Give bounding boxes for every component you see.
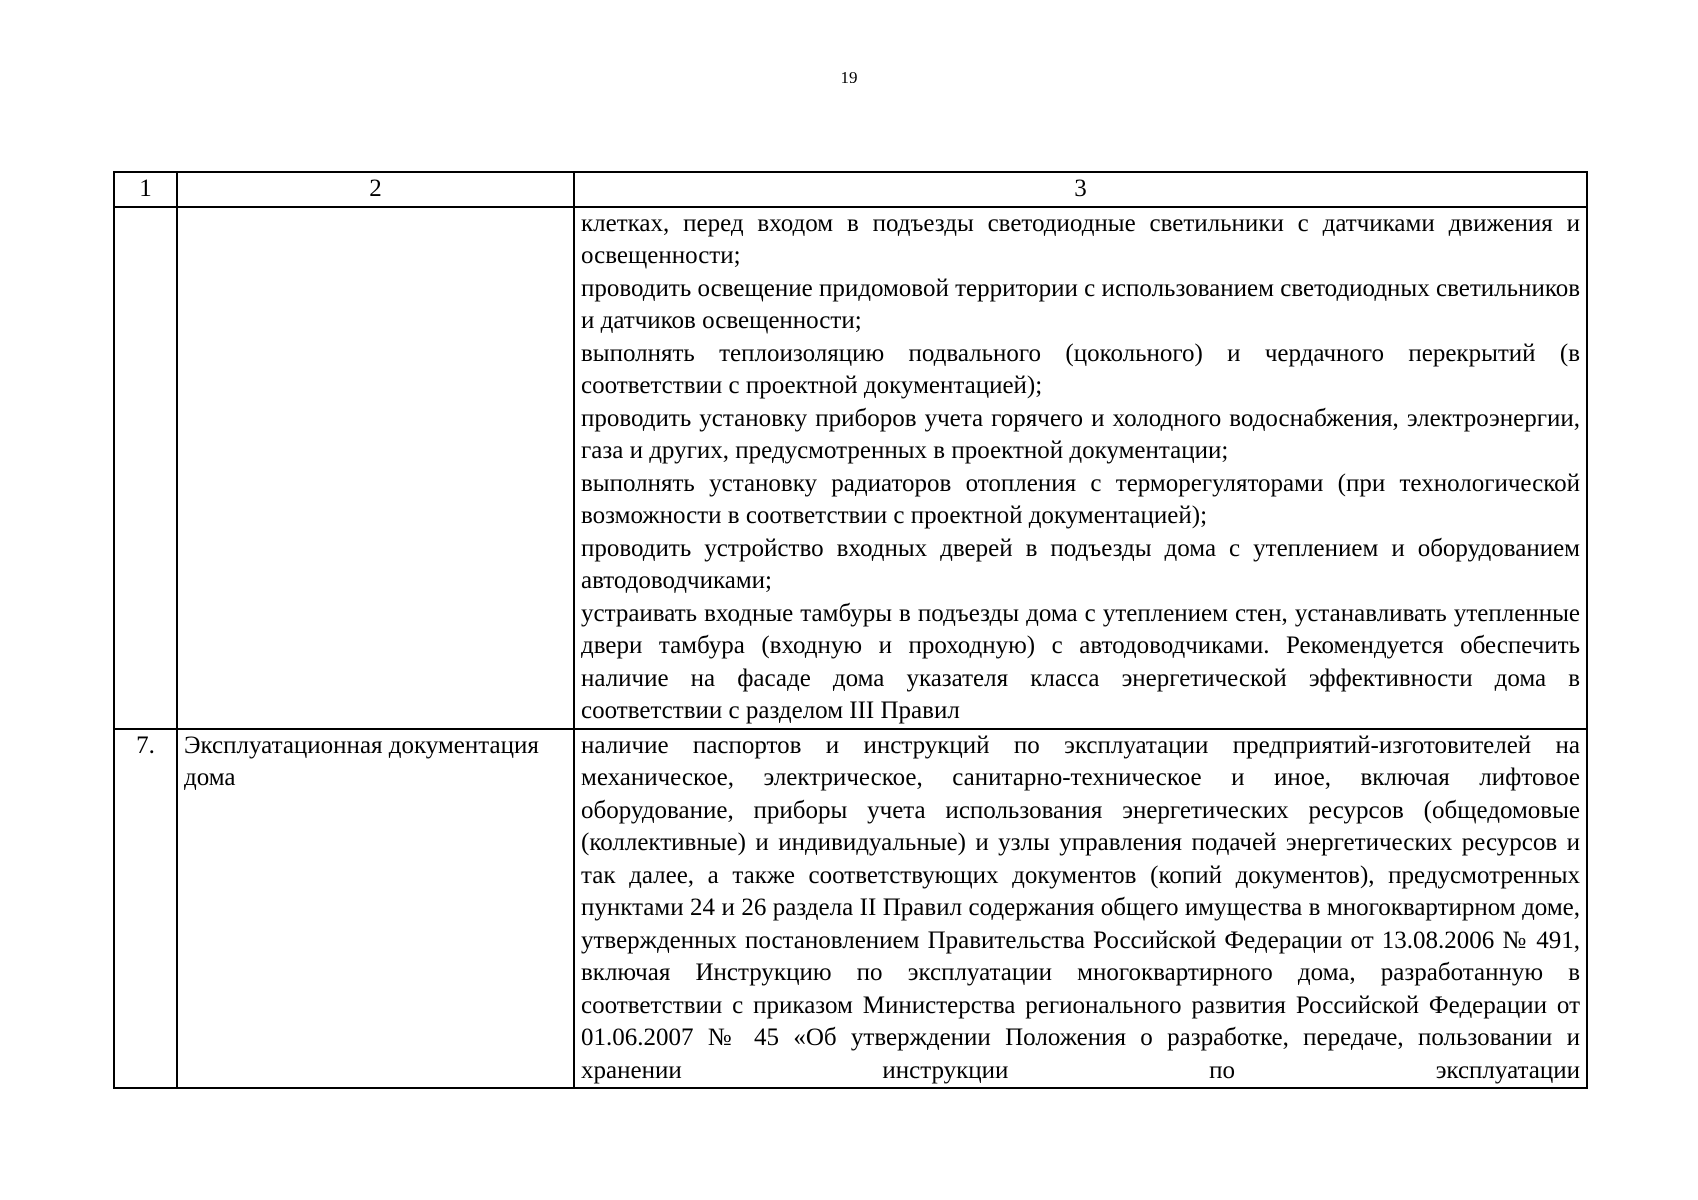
- requirements-table: [113, 171, 1588, 1089]
- requirement-paragraph: наличие паспортов и инструкций по эксплуатации предприятий-изготовителей на механическое, электрическое, санитарно-техническое и иное, включая лифтовое оборудование, приборы учета использования энергетических ресурсов (общедомовые (коллективные) и индивидуальные) и узлы управления подачей энергетических ресурсов и так далее, а также соответствующих документов (копий документов), предусмотренных пунктами 24 и 26 раздела II Правил содержания общего имущества в многоквартирном доме, утвержденных постановлением Правительства Российской Федерации от 13.08.2006 № 491, включая Инструкцию по эксплуатации многоквартирного дома, разработанную в соответствии с приказом Министерства регионального развития Российской Федерации от 01.06.2007 № 45 «Об утверждении Положения о разработке, передаче, пользовании и хранении инструкции по эксплуатации: [581, 731, 1580, 1084]
- requirement-paragraph: клетках, перед входом в подъезды светодиодные светильники с датчиками движения и освещенности;: [581, 209, 1580, 269]
- row-name-cell: Эксплуатационная документация дома: [177, 729, 574, 1089]
- table-header-row: [114, 172, 1587, 207]
- requirement-paragraph: проводить устройство входных дверей в подъезды дома с утеплением и оборудованием автодоводчиками;: [581, 534, 1580, 594]
- table-row-continuation: [114, 207, 1587, 729]
- column-header-name: 2: [177, 172, 574, 207]
- requirement-paragraph: проводить установку приборов учета горячего и холодного водоснабжения, электроэнергии, газа и других, предусмотренных в проектной документации;: [581, 404, 1580, 464]
- table-row-7: [114, 729, 1587, 1089]
- column-header-requirements: 3: [574, 172, 1587, 207]
- row-number-cell: [114, 207, 177, 729]
- requirement-paragraph: выполнять теплоизоляцию подвального (цокольного) и чердачного перекрытий (в соответствии с проектной документацией);: [581, 339, 1580, 399]
- row-number-cell: 7.: [114, 729, 177, 1089]
- row-name-cell: [177, 207, 574, 729]
- requirement-paragraph: устраивать входные тамбуры в подъезды дома с утеплением стен, устанавливать утепленные двери тамбура (входную и проходную) с автодоводчиками. Рекомендуется обеспечить наличие на фасаде дома указателя класса энергетической эффективности дома в соответствии с разделом III Правил: [581, 599, 1580, 724]
- row-requirements-cell: [574, 729, 1587, 1089]
- page-number: 19: [840, 68, 858, 87]
- column-header-number: 1: [114, 172, 177, 207]
- requirement-paragraph: выполнять установку радиаторов отопления с терморегуляторами (при технологической возможности в соответствии с проектной документацией);: [581, 469, 1580, 529]
- row-requirements-cell: [574, 207, 1587, 729]
- requirement-paragraph: проводить освещение придомовой территории с использованием светодиодных светильников и датчиков освещенности;: [581, 274, 1580, 334]
